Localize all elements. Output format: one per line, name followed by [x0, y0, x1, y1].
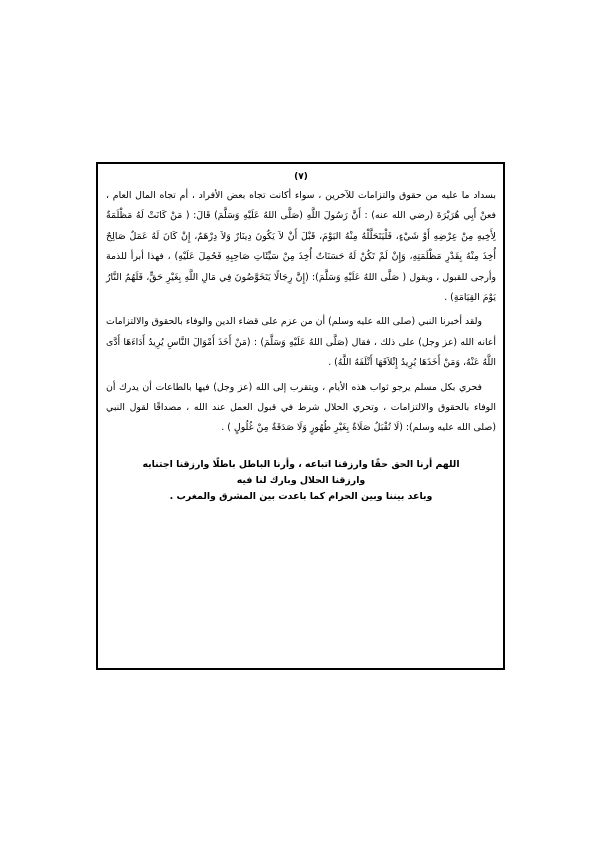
- paragraph-3: فحري بكل مسلم يرجو ثواب هذه الأيام ، ويتقرب إلى الله (عز وجل) فيها بالطاعات أن يدرك أن الوفاء بالحقوق والالتزامات ، وتحري الحلال شرط في قبول العمل عند الله ، مصداقًا لقول النبي (صلى الله عليه وسلم): (لَا تُقْبَلُ صَلَاةٌ بِغَيْرِ طُهُورٍ وَلَا صَدَقَةٌ مِنْ غُلُولٍ ) .: [106, 381, 496, 434]
- paragraph-1: بسداد ما عليه من حقوق والتزامات للآخرين ، سواء أكانت تجاه بعض الأفراد ، أم تجاه المال العام ، فعنْ أَبِي هُرَيْرَةَ (رضي الله عنه) : أَنَّ رَسُولَ اللَّهِ (صَلَّى اللهُ عَلَيْهِ وَسَلَّمَ) قَالَ: ( مَنْ كَانَتْ لَهُ مَظْلَمَةٌ لِأَخِيهِ مِنْ عِرْضِهِ أَوْ شَيْءٍ، فَلْيَتَحَلَّلْهُ مِنْهُ اليَوْمَ، قَبْلَ أَنْ لاَ يَكُونَ دِينَارٌ وَلاَ دِرْهَمٌ، إِنْ كَانَ لَهُ عَمَلٌ صَالِحٌ أُخِذَ مِنْهُ بِقَدْرِ مَظْلَمَتِهِ، وَإِنْ لَمْ تَكُنْ لَهُ حَسَنَاتٌ أُخِذَ مِنْ سَيِّئَاتِ صَاحِبِهِ فَحُمِلَ عَلَيْهِ) ، فهذا أبرأ للذمة وأرجى للقبول ، ويقول ( صَلَّى اللهُ عَلَيْهِ وَسَلَّمَ): (إِنَّ رِجَالًا يَتَخَوَّضُونَ فِي مَالِ اللَّهِ بِغَيْرِ حَقٍّ، فَلَهُمُ النَّارُ يَوْمَ القِيَامَةِ) .: [106, 190, 496, 304]
- prayer-line-1: اللهم أرنا الحق حقًا وارزقنا اتباعه ، وأرنا الباطل باطلًا وارزقنا اجتنابه: [142, 458, 460, 470]
- closing-prayer: [106, 457, 496, 505]
- prayer-line-2: وارزقنا الحلال وبارك لنا فيه: [236, 474, 366, 486]
- prayer-line-3: وباعد بيننا وبين الحرام كما باعدت بين المشرق والمغرب .: [169, 490, 433, 502]
- paragraph-2: ولقد أخبرنا النبي (صلى الله عليه وسلم) أن من عزم على قضاء الدين والوفاء بالحقوق والالتزامات أعانه الله (عز وجل) على ذلك ، فقال (صَلَّى اللهُ عَلَيْهِ وَسَلَّمَ) : (مَنْ أَخَذَ أَمْوَالَ النَّاسِ يُرِيدُ أَدَاءَهَا أَدَّى اللَّهُ عَنْهُ، وَمَنْ أَخَذَهَا يُرِيدُ إِتْلاَفَهَا أَتْلَفَهُ اللَّهُ) .: [106, 316, 496, 369]
- page-content: [106, 172, 496, 505]
- page-number: (٧): [294, 172, 308, 182]
